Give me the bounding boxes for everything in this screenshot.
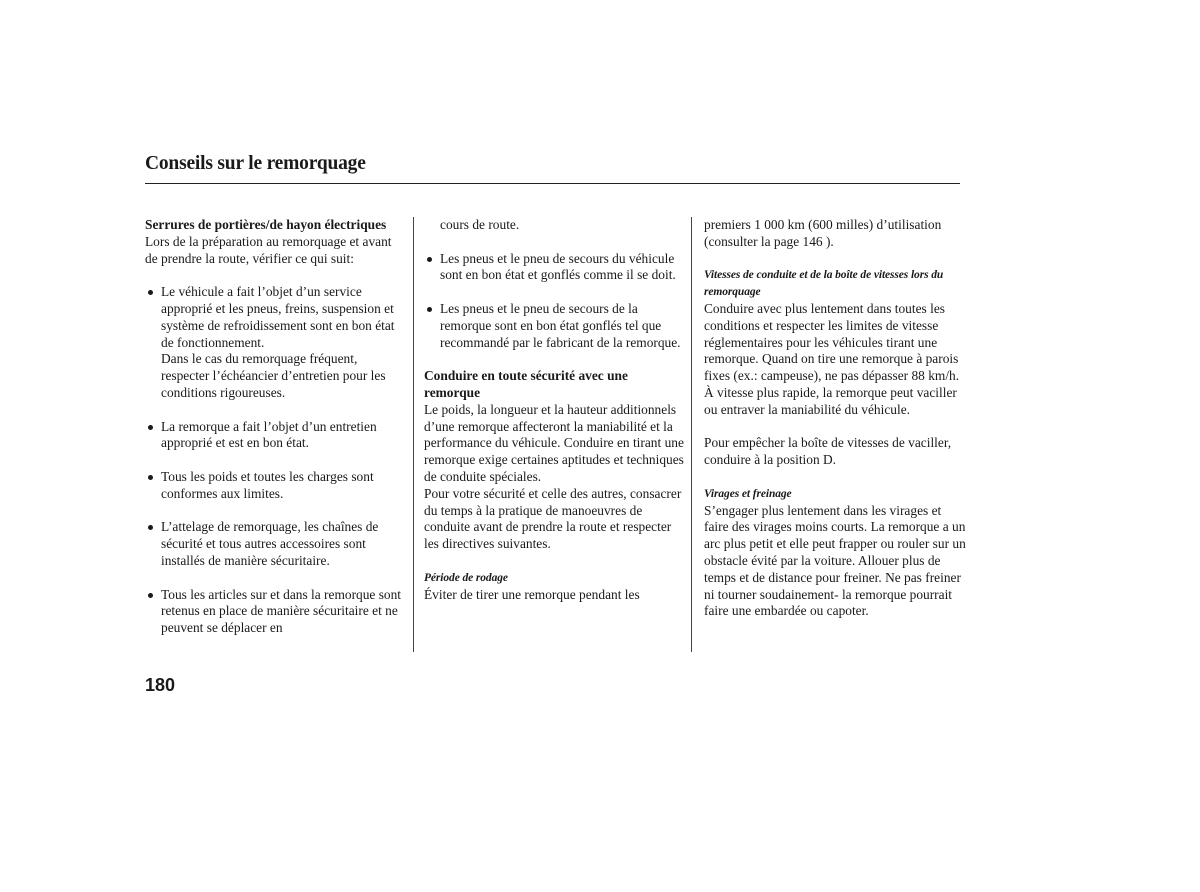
column-2: [424, 217, 686, 603]
column-1: [145, 217, 407, 637]
checklist-item-note: Dans le cas du remorquage fréquent, respecter l’échéancier d’entretien pour les conditions rigoureuses.: [161, 351, 386, 400]
checklist-item-vehicle-service: Le véhicule a fait l’objet d’un service approprié et les pneus, freins, suspension et système de refroidissement sont en bon état de fonctionnement.: [145, 284, 407, 351]
checklist-item-cargo: Tous les articles sur et dans la remorque sont retenus en place de manière sécuritaire et ne peuvent se déplacer en: [145, 587, 407, 637]
checklist-item-hitch: L’attelage de remorquage, les chaînes de sécurité et tous autres accessoires sont installés de manière sécuritaire.: [145, 519, 407, 569]
transmission-paragraph: Pour empêcher la boîte de vitesses de vaciller, conduire à la position D.: [704, 435, 952, 468]
section-heading-locks: Serrures de portières/de hayon électriques: [145, 217, 387, 232]
checklist-item-vehicle-tires: Les pneus et le pneu de secours du véhicule sont en bon état et gonflés comme il se doit.: [424, 251, 686, 285]
speeds-paragraph: Conduire avec plus lentement dans toutes les conditions et respecter les limites de vitesse réglementaires pour les véhicules tirant une remorque. Quand on tire une remorque à parois fixes (ex.: campeuse), ne pas dépasser 88 km/h. À vitesse plus rapide, la remorque peut vaciller ou entraver la maniabilité du véhicule.: [704, 300, 960, 417]
page-number: 180: [145, 675, 176, 695]
column-3: [704, 217, 966, 620]
section-heading-safe-driving: Conduire en toute sécurité avec une remorque: [424, 368, 628, 400]
break-in-paragraph: Éviter de tirer une remorque pendant les: [424, 586, 640, 602]
title-rule: [145, 183, 960, 184]
subheading-break-in: Période de rodage: [424, 571, 508, 584]
safe-driving-paragraph-1: Le poids, la longueur et la hauteur additionnels d’une remorque affecteront la maniabilité et la performance du véhicule. Conduire en tirant une remorque exige certaines aptitudes et techniques de conduite spéciales.: [424, 401, 684, 484]
checklist-item-trailer-maintenance: La remorque a fait l’objet d’un entretien approprié et est en bon état.: [145, 419, 407, 453]
turning-braking-paragraph: S’engager plus lentement dans les virages et faire des virages moins courts. La remorque a un arc plus petit et elle peut frapper ou rouler sur un obstacle évité par la voiture. Allouer plus de temps et de distance pour freiner. Ne pas freiner ni tourner soudainement- la remorque pourrait faire une embardée ou capoter.: [704, 502, 966, 619]
break-in-paragraph-continued: premiers 1 000 km (600 milles) d’utilisation (consulter la page 146 ).: [704, 217, 942, 249]
checklist-item-weights: Tous les poids et toutes les charges sont conformes aux limites.: [145, 469, 407, 503]
subheading-turning-braking: Virages et freinage: [704, 487, 792, 500]
column-divider-1: [413, 217, 414, 652]
intro-paragraph: Lors de la préparation au remorquage et avant de prendre la route, vérifier ce qui suit:: [145, 233, 392, 266]
checklist-item-cargo-continued: cours de route.: [440, 217, 520, 232]
safe-driving-paragraph-2: Pour votre sécurité et celle des autres, consacrer du temps à la pratique de manoeuvres de conduite avant de prendre la route et respecter les directives suivantes.: [424, 485, 682, 552]
page-title: Conseils sur le remorquage: [145, 153, 366, 174]
checklist-item-trailer-tires: Les pneus et le pneu de secours de la remorque sont en bon état gonflés tel que recommandé par le fabricant de la remorque.: [424, 301, 686, 351]
column-divider-2: [691, 217, 692, 652]
subheading-speeds: Vitesses de conduite et de la boîte de vitesses lors du remorquage: [704, 269, 944, 299]
